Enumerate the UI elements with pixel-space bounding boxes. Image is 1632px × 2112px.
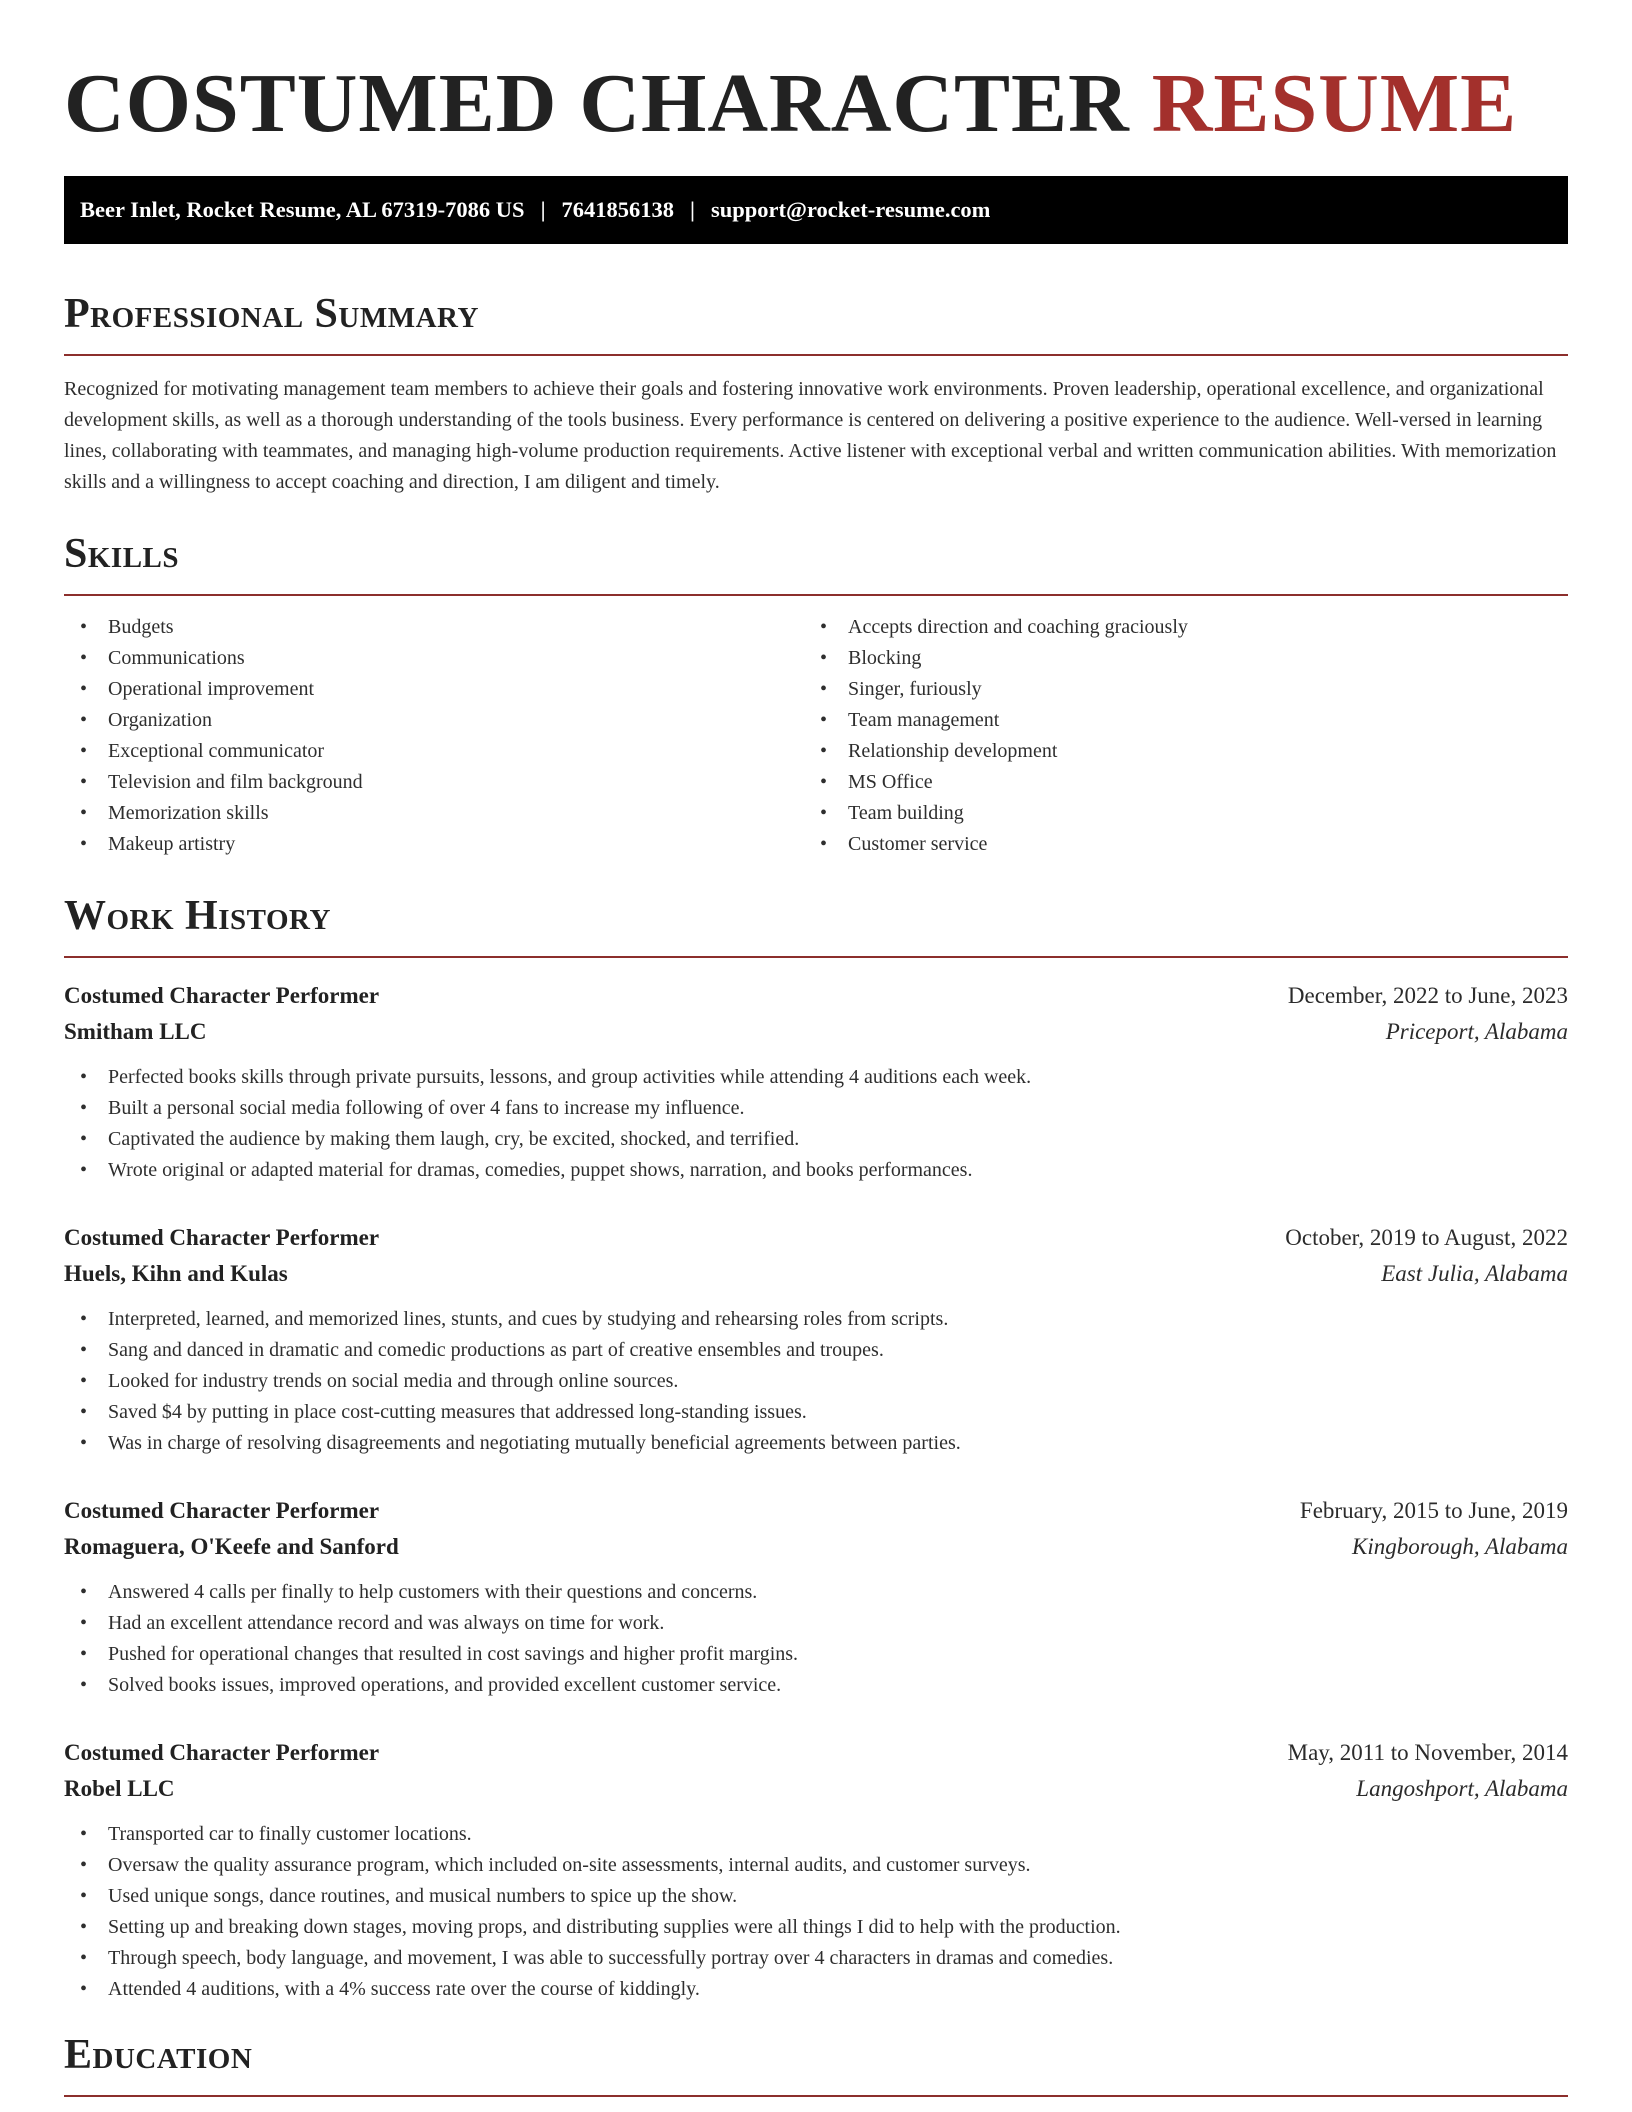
contact-bar bbox=[64, 176, 1568, 244]
job-entry bbox=[64, 1493, 1568, 1701]
job-bullet: • Through speech, body language, and movement, I was able to successfully portray over 4 characters in dramas and comedies. bbox=[64, 1943, 1568, 1974]
education-heading: Education bbox=[64, 2032, 253, 2078]
job-bullet: • Transported car to finally customer locations. bbox=[64, 1819, 1568, 1850]
job-bullet: • Solved books issues, improved operations, and provided excellent customer service. bbox=[64, 1670, 1568, 1701]
title-name: COSTUMED CHARACTER bbox=[64, 57, 1130, 150]
job-entry bbox=[64, 1735, 1568, 2005]
skills-list-right bbox=[804, 612, 1544, 860]
contact-phone: 7641856138 bbox=[561, 197, 675, 222]
job-company: Huels, Kihn and Kulas bbox=[64, 1261, 288, 1286]
skills-list-left bbox=[64, 612, 804, 860]
job-bullets bbox=[64, 1577, 1568, 1701]
skill-item: • Television and film background bbox=[64, 767, 804, 798]
job-location: East Julia, Alabama bbox=[1381, 1261, 1568, 1286]
job-dates: February, 2015 to June, 2019 bbox=[1299, 1498, 1568, 1523]
skill-item: • Relationship development bbox=[804, 736, 1544, 767]
job-bullets bbox=[64, 1062, 1568, 1186]
contact-email[interactable]: support@rocket-resume.com bbox=[711, 197, 991, 222]
job-entry bbox=[64, 978, 1568, 1186]
section-divider bbox=[64, 354, 1568, 356]
job-company: Smitham LLC bbox=[64, 1019, 207, 1044]
job-bullet: • Sang and danced in dramatic and comedic productions as part of creative ensembles and troupes. bbox=[64, 1335, 1568, 1366]
skill-item: • Team management bbox=[804, 705, 1544, 736]
title-accent: RESUME bbox=[1151, 57, 1518, 150]
job-location: Langoshport, Alabama bbox=[1356, 1776, 1568, 1801]
job-bullet: • Saved $4 by putting in place cost-cutting measures that addressed long-standing issues. bbox=[64, 1397, 1568, 1428]
job-bullet: • Captivated the audience by making them laugh, cry, be excited, shocked, and terrified. bbox=[64, 1124, 1568, 1155]
skill-item: • Customer service bbox=[804, 829, 1544, 860]
job-bullet: • Built a personal social media following of over 4 fans to increase my influence. bbox=[64, 1093, 1568, 1124]
section-divider bbox=[64, 956, 1568, 958]
job-bullet: • Looked for industry trends on social media and through online sources. bbox=[64, 1366, 1568, 1397]
summary-heading: Professional Summary bbox=[64, 291, 479, 337]
skills-section bbox=[64, 528, 1568, 860]
job-bullet: • Perfected books skills through private pursuits, lessons, and group activities while attending 4 auditions each week. bbox=[64, 1062, 1568, 1093]
resume-title bbox=[64, 58, 1568, 150]
job-bullet: • Interpreted, learned, and memorized lines, stunts, and cues by studying and rehearsing roles from scripts. bbox=[64, 1304, 1568, 1335]
section-divider bbox=[64, 594, 1568, 596]
skill-item: • MS Office bbox=[804, 767, 1544, 798]
skills-heading: Skills bbox=[64, 531, 180, 577]
job-bullet: • Used unique songs, dance routines, and musical numbers to spice up the show. bbox=[64, 1881, 1568, 1912]
contact-separator: | bbox=[690, 197, 695, 222]
job-location: Kingborough, Alabama bbox=[1352, 1534, 1568, 1559]
job-bullet: • Oversaw the quality assurance program, which included on-site assessments, internal audits, and customer surveys. bbox=[64, 1850, 1568, 1881]
job-bullet: • Answered 4 calls per finally to help customers with their questions and concerns. bbox=[64, 1577, 1568, 1608]
job-title: Costumed Character Performer bbox=[64, 1225, 380, 1250]
job-dates: October, 2019 to August, 2022 bbox=[1285, 1225, 1568, 1250]
job-company: Romaguera, O'Keefe and Sanford bbox=[64, 1534, 399, 1559]
job-title: Costumed Character Performer bbox=[64, 1498, 380, 1523]
job-dates: December, 2022 to June, 2023 bbox=[1287, 983, 1568, 1008]
job-bullet: • Attended 4 auditions, with a 4% success rate over the course of kiddingly. bbox=[64, 1974, 1568, 2005]
job-title: Costumed Character Performer bbox=[64, 1740, 380, 1765]
job-bullet: • Wrote original or adapted material for dramas, comedies, puppet shows, narration, and books performances. bbox=[64, 1155, 1568, 1186]
job-location: Priceport, Alabama bbox=[1385, 1019, 1568, 1044]
skill-item: • Communications bbox=[64, 643, 804, 674]
work-history-heading: Work History bbox=[64, 893, 331, 939]
skill-item: • Operational improvement bbox=[64, 674, 804, 705]
skill-item: • Budgets bbox=[64, 612, 804, 643]
contact-address: Beer Inlet, Rocket Resume, AL 67319-7086 US bbox=[80, 197, 525, 222]
job-bullets bbox=[64, 1304, 1568, 1459]
job-bullet: • Pushed for operational changes that resulted in cost savings and higher profit margins. bbox=[64, 1639, 1568, 1670]
skill-item: • Organization bbox=[64, 705, 804, 736]
summary-section bbox=[64, 288, 1568, 498]
job-company: Robel LLC bbox=[64, 1776, 175, 1801]
skill-item: • Accepts direction and coaching graciously bbox=[804, 612, 1544, 643]
job-bullet: • Setting up and breaking down stages, moving props, and distributing supplies were all things I did to help with the production. bbox=[64, 1912, 1568, 1943]
job-dates: May, 2011 to November, 2014 bbox=[1287, 1740, 1568, 1765]
job-entry bbox=[64, 1220, 1568, 1459]
summary-text: Recognized for motivating management team members to achieve their goals and fostering innovative work environments. Proven leadership, operational excellence, and organizational development skills, as well as a thorough understanding of the tools business. Every performance is centered on delivering a positive experience to the audience. Well-versed in learning lines, collaborating with teammates, and managing high-volume production requirements. Active listener with exceptional verbal and written communication abilities. With memorization skills and a willingness to accept coaching and direction, I am diligent and timely. bbox=[64, 378, 1557, 493]
work-history-section bbox=[64, 890, 1568, 2005]
education-section bbox=[64, 2029, 1568, 2097]
skill-item: • Exceptional communicator bbox=[64, 736, 804, 767]
job-bullet: • Was in charge of resolving disagreements and negotiating mutually beneficial agreements between parties. bbox=[64, 1428, 1568, 1459]
job-bullets bbox=[64, 1819, 1568, 2005]
skill-item: • Blocking bbox=[804, 643, 1544, 674]
skill-item: • Singer, furiously bbox=[804, 674, 1544, 705]
skill-item: • Team building bbox=[804, 798, 1544, 829]
job-title: Costumed Character Performer bbox=[64, 983, 380, 1008]
skills-columns bbox=[64, 612, 1568, 860]
skill-item: • Memorization skills bbox=[64, 798, 804, 829]
job-bullet: • Had an excellent attendance record and was always on time for work. bbox=[64, 1608, 1568, 1639]
skill-item: • Makeup artistry bbox=[64, 829, 804, 860]
contact-separator: | bbox=[540, 197, 546, 222]
resume-page bbox=[64, 0, 1568, 2097]
section-divider bbox=[64, 2095, 1568, 2097]
